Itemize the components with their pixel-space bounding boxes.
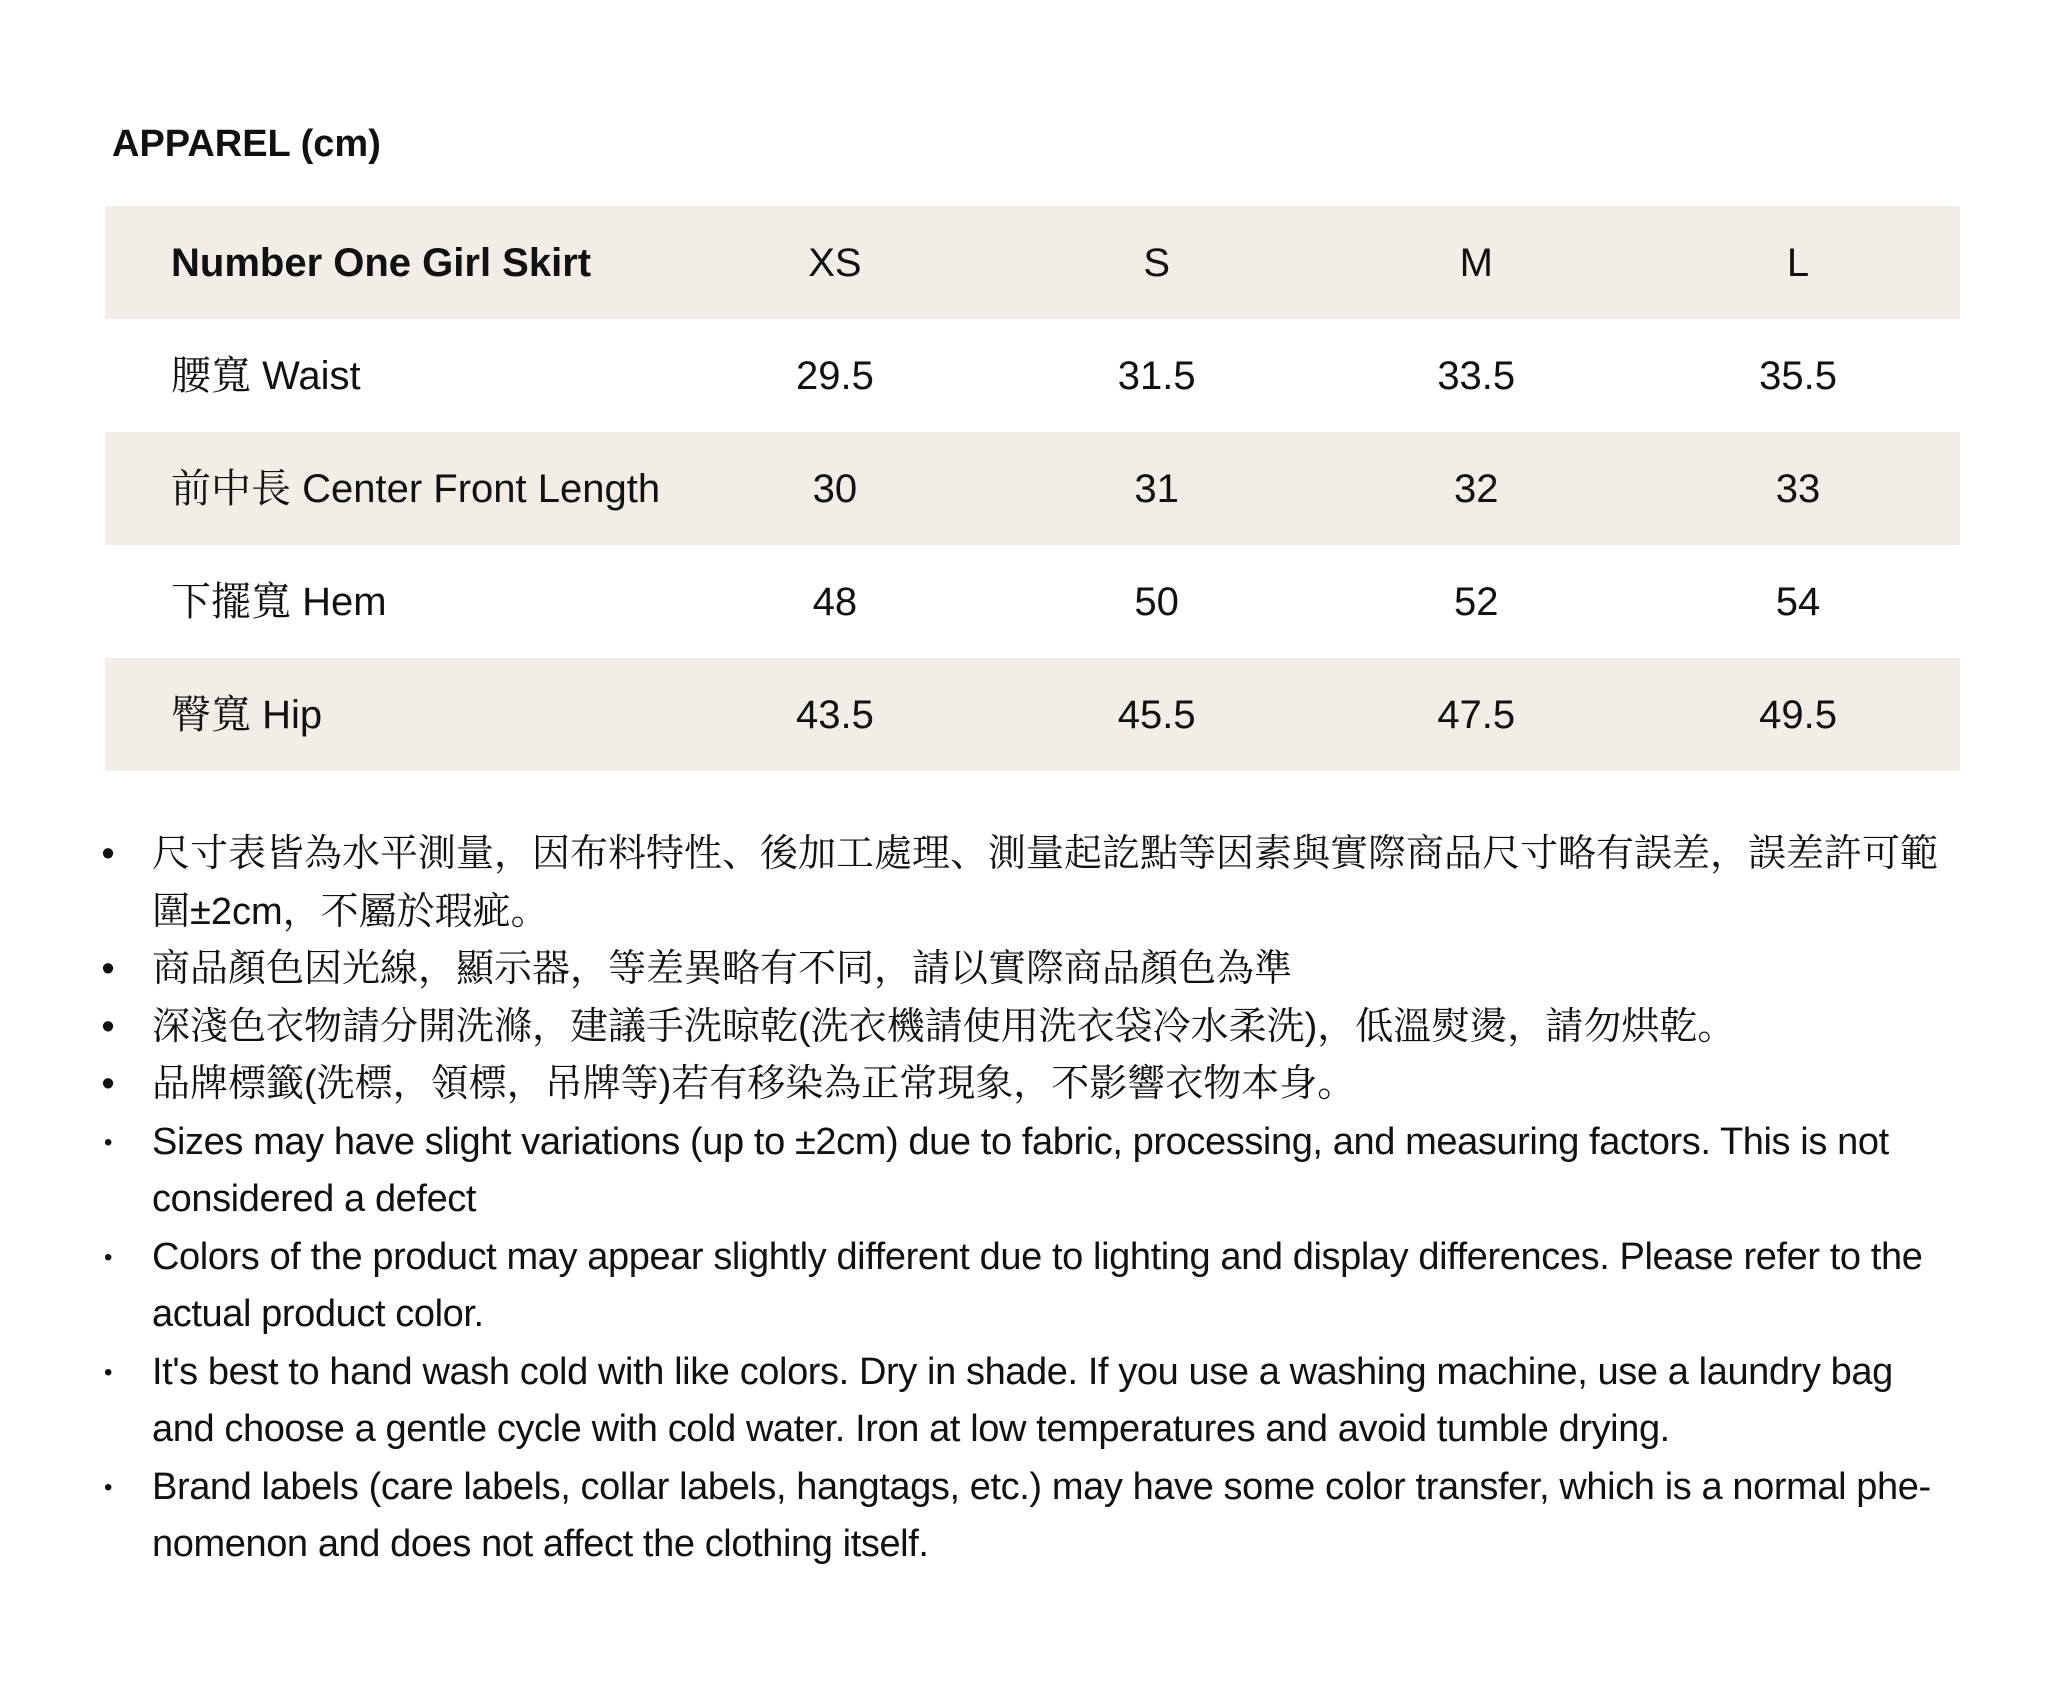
- table-row-center-front-length: [105, 432, 1960, 545]
- table-cell: 47.5: [1316, 658, 1636, 771]
- list-item: [96, 1459, 1956, 1574]
- size-header-l: L: [1636, 206, 1960, 319]
- table-cell: 32: [1316, 432, 1636, 545]
- list-item: [96, 941, 1956, 999]
- table-cell: 30: [673, 432, 997, 545]
- note-text: 商品顏色因光線，顯示器，等差異略有不同，請以實際商品顏色為準: [152, 948, 1293, 990]
- bullet-icon: •: [101, 948, 115, 990]
- list-item: [96, 1229, 1956, 1344]
- table-cell: 43.5: [673, 658, 997, 771]
- table-cell: 33: [1636, 432, 1960, 545]
- table-cell: 48: [812, 579, 858, 624]
- table-row-hem: [105, 545, 1960, 658]
- bullet-icon: •: [101, 1005, 115, 1048]
- row-label: 腰寬 Waist: [171, 353, 361, 398]
- row-label: 下擺寬 Hem: [171, 579, 387, 624]
- note-text: 尺寸表皆為水平測量，因布料特性、後加工處理、測量起訖點等因素與實際商品尺寸略有誤差，誤差許可範圍±2cm，不屬於瑕疵。: [152, 833, 1939, 933]
- table-cell: 31.5: [1117, 353, 1196, 398]
- table-cell: 49.5: [1636, 658, 1960, 771]
- list-item: [96, 1344, 1956, 1459]
- list-item: [96, 1056, 1956, 1114]
- table-cell: 54: [1775, 579, 1821, 624]
- table-cell: 33.5: [1437, 353, 1516, 398]
- table-row-hip: [105, 658, 1960, 771]
- table-header-row: [105, 206, 1960, 319]
- table-cell: 45.5: [997, 658, 1317, 771]
- bullet-icon: •: [103, 1473, 112, 1501]
- size-header-m: M: [1316, 206, 1636, 319]
- row-label: 臀寬 Hip: [105, 658, 673, 771]
- note-text: Brand labels (care labels, collar labels, hangtags, etc.) may have some color transfer, which is a normal phe-nomenon and does not affect the clothing itself.: [152, 1465, 1931, 1565]
- bullet-icon: •: [101, 1063, 115, 1105]
- row-label: 前中長 Center Front Length: [105, 432, 673, 545]
- note-text: Sizes may have slight variations (up to ±2cm) due to fabric, processing, and measuring factors. This is not considered a defect: [152, 1120, 1889, 1220]
- table-cell: 52: [1454, 579, 1499, 624]
- note-text: 品牌標籤(洗標，領標，吊牌等)若有移染為正常現象，不影響衣物本身。: [152, 1063, 1356, 1105]
- note-text: Colors of the product may appear slightly different due to lighting and display differences. Please refer to the actual product color.: [152, 1235, 1923, 1335]
- table-cell: 29.5: [795, 353, 874, 398]
- list-item: [96, 999, 1956, 1057]
- bullet-icon: •: [103, 1243, 112, 1271]
- table-row-waist: [105, 319, 1960, 432]
- table-cell: 31: [997, 432, 1317, 545]
- bullet-icon: •: [101, 833, 115, 875]
- page-title: APPAREL (cm): [112, 123, 381, 165]
- table-cell: 50: [1134, 579, 1179, 624]
- list-item: [96, 1114, 1956, 1229]
- product-name-header: Number One Girl Skirt: [105, 206, 673, 319]
- list-item: [96, 826, 1956, 941]
- note-text: 深淺色衣物請分開洗滌，建議手洗晾乾(洗衣機請使用洗衣袋冷水柔洗)，低溫熨燙，請勿烘乾。: [152, 1005, 1736, 1048]
- size-header-xs: XS: [673, 206, 997, 319]
- size-header-s: S: [997, 206, 1317, 319]
- size-chart-table: [105, 206, 1960, 771]
- note-text: It's best to hand wash cold with like colors. Dry in shade. If you use a washing machine, use a laundry bag and choose a gentle cycle with cold water. Iron at low temperatures and avoid tumble drying.: [152, 1350, 1893, 1450]
- bullet-icon: •: [103, 1128, 112, 1156]
- table-cell: 35.5: [1759, 353, 1837, 398]
- bullet-icon: •: [103, 1358, 112, 1386]
- care-notes-list: [96, 826, 1956, 1574]
